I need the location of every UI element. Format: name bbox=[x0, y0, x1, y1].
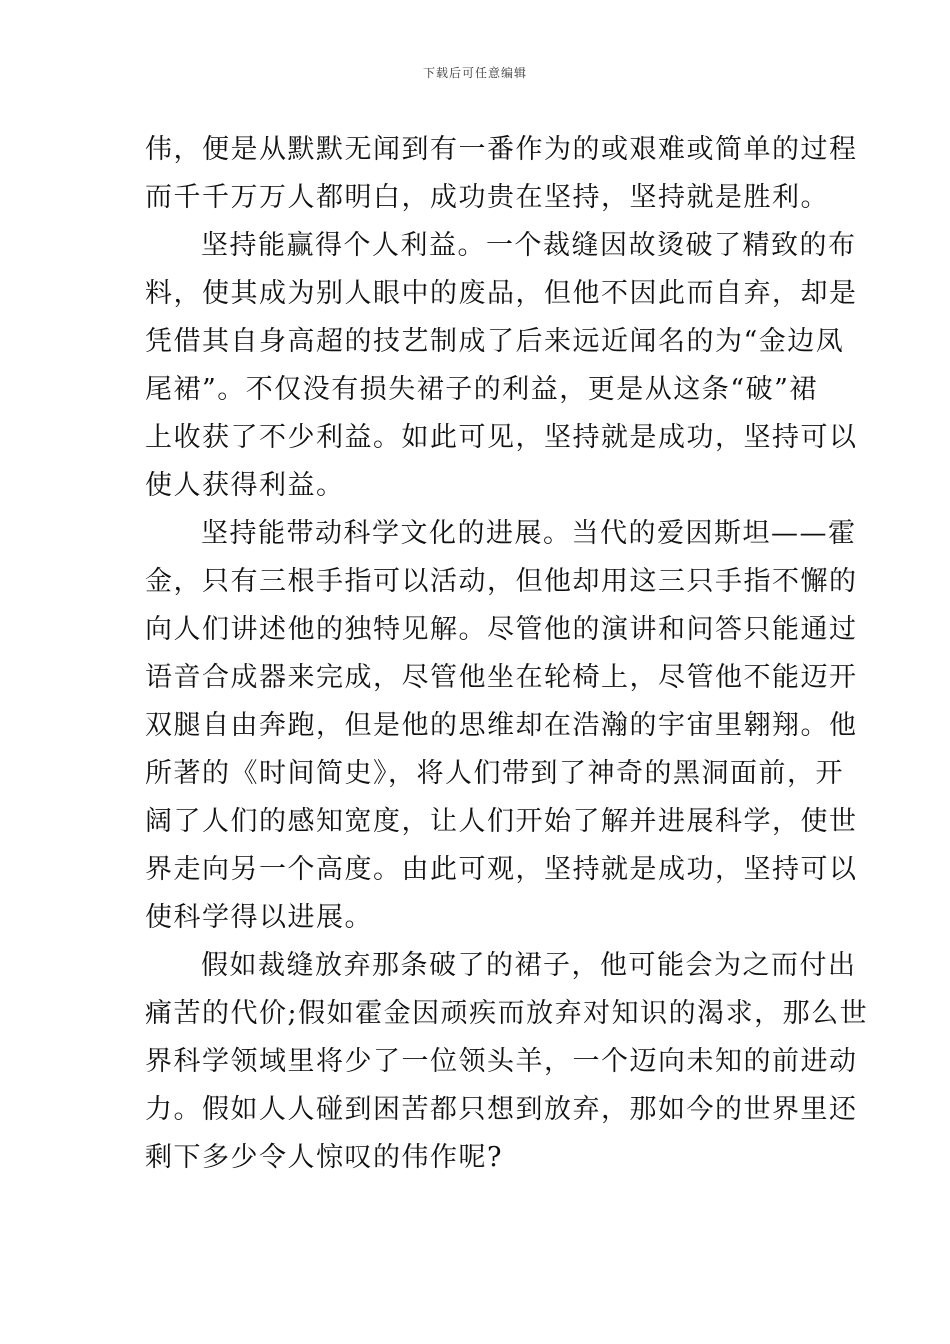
text-line: 向人们讲述他的独特见解。尽管他的演讲和问答只能通过 bbox=[145, 614, 858, 645]
text-line: 力。假如人人碰到困苦都只想到放弃，那如今的世界里还 bbox=[145, 1094, 858, 1125]
text-line: 界科学领域里将少了一位领头羊，一个迈向未知的前进动 bbox=[145, 1046, 858, 1077]
paragraph-first-line: 坚持能赢得个人利益。一个裁缝因故烫破了精致的布 bbox=[201, 230, 857, 261]
paragraph-first-line: 假如裁缝放弃那条破了的裙子，他可能会为之而付出 bbox=[201, 950, 857, 981]
text-line: 阔了人们的感知宽度，让人们开始了解并进展科学，使世 bbox=[145, 806, 858, 837]
text-line: 剩下多少令人惊叹的伟作呢? bbox=[145, 1142, 503, 1173]
text-line: 痛苦的代价;假如霍金因顽疾而放弃对知识的渴求，那么世 bbox=[145, 998, 869, 1029]
text-line: 语音合成器来完成，尽管他坐在轮椅上，尽管他不能迈开 bbox=[145, 662, 858, 693]
text-line: 伟，便是从默默无闻到有一番作为的或艰难或简单的过程 bbox=[145, 134, 858, 165]
text-line: 而千千万万人都明白，成功贵在坚持，坚持就是胜利。 bbox=[145, 182, 829, 213]
text-line: 金，只有三根手指可以活动，但他却用这三只手指不懈的 bbox=[145, 566, 858, 597]
page-header: 下载后可任意编辑 bbox=[422, 66, 527, 80]
paragraph-first-line: 坚持能带动科学文化的进展。当代的爱因斯坦——霍 bbox=[201, 518, 857, 549]
text-line: 所著的《时间简史》，将人们带到了神奇的黑洞面前，开 bbox=[145, 758, 844, 789]
document-body bbox=[145, 130, 869, 1186]
text-line: 凭借其自身高超的技艺制成了后来远近闻名的为“金边凤 bbox=[145, 326, 845, 357]
text-line: 使人获得利益。 bbox=[145, 470, 345, 501]
text-line: 界走向另一个高度。由此可观，坚持就是成功，坚持可以 bbox=[145, 854, 858, 885]
text-line: 料，使其成为别人眼中的废品，但他不因此而自弃，却是 bbox=[145, 278, 858, 309]
text-line: 双腿自由奔跑，但是他的思维却在浩瀚的宇宙里翱翔。他 bbox=[145, 710, 858, 741]
text-line: 使科学得以进展。 bbox=[145, 902, 373, 933]
text-line: 上收获了不少利益。如此可见，坚持就是成功，坚持可以 bbox=[145, 422, 858, 453]
text-line: 尾裙”。不仅没有损失裙子的利益，更是从这条“破”裙 bbox=[145, 374, 818, 405]
